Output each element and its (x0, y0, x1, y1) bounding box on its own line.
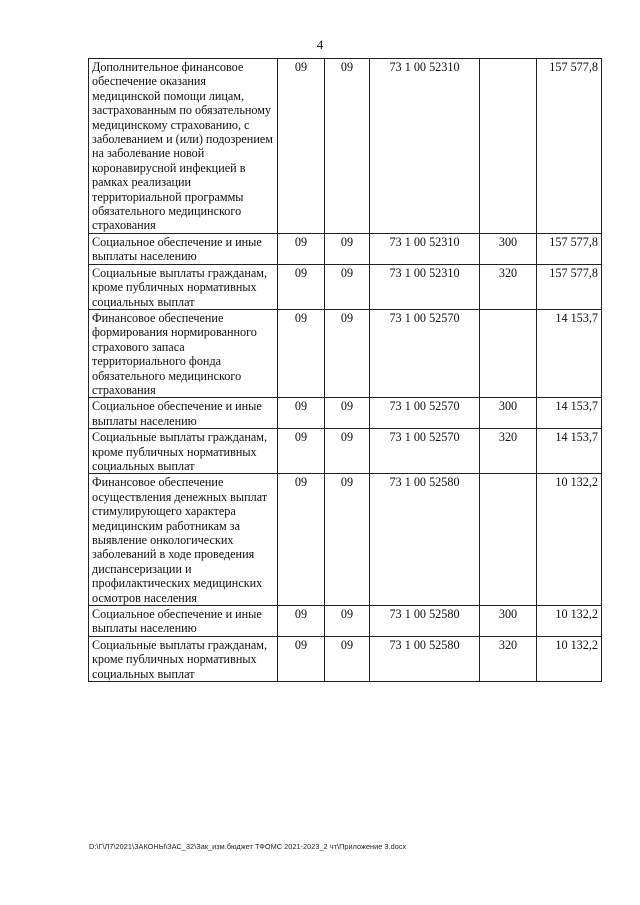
table-row (89, 429, 602, 474)
row-target-article-cell: 73 1 00 52580 (370, 606, 480, 637)
row-name-cell: Социальное обеспечение и иные выплаты населению (89, 606, 278, 637)
row-amount-cell: 14 153,7 (537, 429, 602, 474)
table-row (89, 474, 602, 606)
row-section-cell: 09 (278, 429, 325, 474)
row-name-cell: Социальные выплаты гражданам, кроме публичных нормативных социальных выплат (89, 264, 278, 309)
table-row (89, 264, 602, 309)
row-amount-cell: 10 132,2 (537, 606, 602, 637)
row-section-cell: 09 (278, 59, 325, 234)
row-name-cell: Финансовое обеспечение осуществления денежных выплат стимулирующего характера медицинским работникам за выявление онкологических заболеваний в ходе проведения диспансеризации и профилактических медицинских осмотров населения (89, 474, 278, 606)
row-amount-cell: 14 153,7 (537, 309, 602, 397)
row-target-article-cell: 73 1 00 52310 (370, 233, 480, 264)
row-target-article-cell: 73 1 00 52580 (370, 474, 480, 606)
row-name-cell: Финансовое обеспечение формирования нормированного страхового запаса территориального фонда обязательного медицинского страхования (89, 309, 278, 397)
row-name-cell: Социальное обеспечение и иные выплаты населению (89, 233, 278, 264)
row-section-cell: 09 (278, 474, 325, 606)
budget-table (88, 58, 602, 682)
row-expense-type-cell: 300 (480, 606, 537, 637)
page-number: 4 (316, 37, 324, 52)
row-subsection-cell: 09 (325, 398, 370, 429)
row-subsection-cell: 09 (325, 309, 370, 397)
row-target-article-cell: 73 1 00 52570 (370, 309, 480, 397)
row-section-cell: 09 (278, 606, 325, 637)
table-body (89, 59, 602, 682)
row-expense-type-cell (480, 309, 537, 397)
row-section-cell: 09 (278, 309, 325, 397)
row-expense-type-cell: 320 (480, 636, 537, 681)
row-subsection-cell: 09 (325, 264, 370, 309)
row-section-cell: 09 (278, 398, 325, 429)
row-target-article-cell: 73 1 00 52310 (370, 264, 480, 309)
row-target-article-cell: 73 1 00 52310 (370, 59, 480, 234)
row-amount-cell: 157 577,8 (537, 264, 602, 309)
row-name-cell: Дополнительное финансовое обеспечение оказания медицинской помощи лицам, застрахованным по обязательному медицинскому страхованию, с заболеванием и (или) подозрением на заболевание новой коронавирусной инфекцией в рамках реализации территориальной программы обязательного медицинского страхования (89, 59, 278, 234)
row-section-cell: 09 (278, 233, 325, 264)
row-subsection-cell: 09 (325, 636, 370, 681)
table-row (89, 606, 602, 637)
row-target-article-cell: 73 1 00 52580 (370, 636, 480, 681)
row-subsection-cell: 09 (325, 233, 370, 264)
row-section-cell: 09 (278, 636, 325, 681)
row-expense-type-cell: 320 (480, 429, 537, 474)
table-row (89, 233, 602, 264)
row-target-article-cell: 73 1 00 52570 (370, 429, 480, 474)
row-subsection-cell: 09 (325, 59, 370, 234)
table-row (89, 309, 602, 397)
row-amount-cell: 157 577,8 (537, 233, 602, 264)
table-row (89, 636, 602, 681)
row-subsection-cell: 09 (325, 474, 370, 606)
row-name-cell: Социальные выплаты гражданам, кроме публичных нормативных социальных выплат (89, 429, 278, 474)
row-expense-type-cell (480, 474, 537, 606)
row-subsection-cell: 09 (325, 606, 370, 637)
row-expense-type-cell: 300 (480, 398, 537, 429)
table-row (89, 398, 602, 429)
row-target-article-cell: 73 1 00 52570 (370, 398, 480, 429)
row-name-cell: Социальные выплаты гражданам, кроме публичных нормативных социальных выплат (89, 636, 278, 681)
row-amount-cell: 10 132,2 (537, 474, 602, 606)
row-amount-cell: 157 577,8 (537, 59, 602, 234)
file-path-footer: D:\Г\Л7\2021\ЗАКОНЫ\ЗАС_32\Зак_изм.бюджет ТФОМС 2021-2023_2 чт\Приложение 3.docx (89, 842, 407, 851)
row-expense-type-cell (480, 59, 537, 234)
row-name-cell: Социальное обеспечение и иные выплаты населению (89, 398, 278, 429)
table-row (89, 59, 602, 234)
row-expense-type-cell: 300 (480, 233, 537, 264)
row-amount-cell: 14 153,7 (537, 398, 602, 429)
row-expense-type-cell: 320 (480, 264, 537, 309)
row-subsection-cell: 09 (325, 429, 370, 474)
row-amount-cell: 10 132,2 (537, 636, 602, 681)
row-section-cell: 09 (278, 264, 325, 309)
